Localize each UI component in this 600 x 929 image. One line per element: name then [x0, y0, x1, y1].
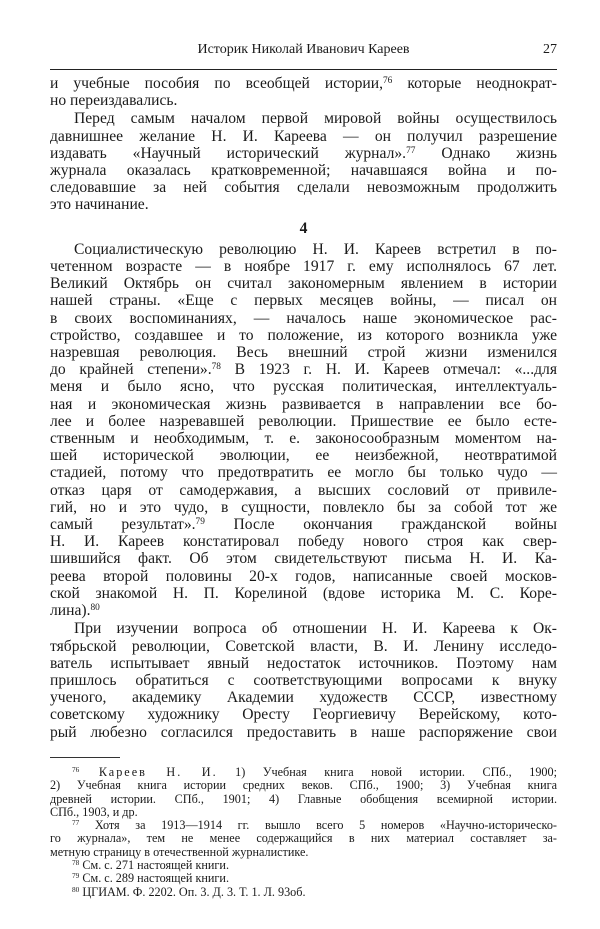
section-number: 4 — [299, 219, 308, 237]
text-line — [50, 430, 557, 447]
text-segment: но переиздавались. — [50, 92, 178, 110]
text-line — [50, 413, 557, 430]
text-line — [50, 655, 557, 672]
text-line — [50, 886, 557, 899]
paragraph — [50, 110, 557, 213]
text-line — [50, 361, 557, 378]
text-line — [50, 499, 557, 516]
text-line — [50, 689, 557, 706]
footnote-ref: 78 — [211, 362, 221, 373]
text-segment: лее и более назревавшей революции. Пришествие ее было есте- — [50, 412, 557, 430]
text-line — [50, 275, 557, 292]
text-segment: следовавшие за ней события сделали невозможным продолжить — [50, 179, 557, 197]
text-line — [50, 819, 557, 832]
text-segment: При изучении вопроса об отношении Н. И. Кареева к Ок- — [74, 620, 557, 638]
text-line — [50, 128, 557, 145]
text-segment: Хотя за 1913—1914 гг. вышло всего 5 номеров «Научно-историческо- — [79, 818, 557, 833]
text-line — [50, 447, 557, 464]
text-segment: отказ царя от самодержавия, а высших сословий от привиле- — [50, 481, 557, 499]
footnote — [50, 872, 557, 885]
footnote — [50, 886, 557, 899]
text-line — [50, 724, 557, 741]
text-segment: Н. И. Кареев констатировал победу нового строя как свер- — [50, 533, 557, 551]
text-segment: четенном возрасте — в ноябре 1917 г. ему исполнялось 67 лет. — [50, 258, 557, 276]
text-line — [50, 766, 557, 779]
footnotes — [50, 766, 557, 899]
text-segment: Однако жизнь — [415, 144, 557, 162]
text-segment: В 1923 г. Н. И. Кареев отмечал: «...для — [220, 361, 557, 379]
text-line — [50, 585, 557, 602]
text-line — [50, 92, 557, 109]
footnote-ref: 77 — [406, 145, 416, 156]
paragraph — [50, 241, 557, 619]
footnote — [50, 766, 557, 819]
paragraph — [50, 75, 557, 109]
text-segment: Социалистическую революцию Н. И. Кареев встретил в по- — [74, 240, 557, 258]
text-line — [50, 145, 557, 162]
text-line — [50, 162, 557, 179]
text-segment: См. с. 271 настоящей книги. — [79, 858, 229, 873]
text-segment: Перед самым началом первой мировой войны осуществилось — [74, 110, 557, 128]
text-segment: ской знакомой Н. П. Корелиной (вдове историка М. С. Коре- — [50, 584, 557, 602]
text-segment: СПб., 1903, и др. — [50, 804, 138, 819]
text-segment: ственным и необходимым, т. е. законосообразным моментом на- — [50, 430, 557, 448]
text-line — [50, 706, 557, 723]
text-segment: гий, но и это чудо, в сущности, повлекло бы за собой тот же — [50, 498, 557, 516]
text-segment: 1) Учебная книга новой истории. СПб., 1900; — [217, 765, 557, 779]
text-segment: тябрьской революции, Советской власти, В. И. Ленину исследо- — [50, 637, 557, 655]
text-line — [50, 779, 557, 792]
text-segment: го журнала», тем не менее содержащийся в них материал составляет за- — [50, 831, 557, 846]
text-line — [50, 292, 557, 309]
text-segment: меня и было ясно, что русская политическая, интеллектуаль- — [50, 378, 557, 396]
footnote-ref: 77 — [72, 818, 80, 828]
text-segment: ватель испытывает явный недостаток источников. Поэтому нам — [50, 654, 557, 672]
text-segment: до крайней степени». — [50, 361, 212, 379]
text-segment: древней истории. СПб., 1901; 4) Главные обобщения всемирной истории. — [50, 791, 557, 806]
text-line — [50, 832, 557, 845]
text-line — [50, 327, 557, 344]
author-name: Кареев Н. И. — [79, 765, 218, 779]
footnote-ref: 80 — [72, 884, 80, 894]
body-text — [50, 75, 557, 742]
text-line — [50, 568, 557, 585]
text-line — [50, 482, 557, 499]
text-line — [50, 620, 557, 637]
text-line — [50, 638, 557, 655]
footnote — [50, 819, 557, 859]
text-segment: метную страницу в отечественной журналистике. — [50, 844, 309, 859]
footnote-ref: 78 — [72, 858, 80, 868]
text-line — [50, 344, 557, 361]
text-segment: реева второй половины 20-х годов, написанные своей москов- — [50, 567, 557, 585]
text-line — [50, 464, 557, 481]
text-line — [50, 516, 557, 533]
text-segment: ная и экономическая жизнь развивается в направлении все бо- — [50, 395, 557, 413]
text-line — [50, 110, 557, 127]
text-segment: издавать «Научный исторический журнал». — [50, 144, 407, 162]
page-number: 27 — [543, 42, 557, 57]
text-segment: шей исторической эволюции, ее неизбежной, неотвратимой — [50, 447, 557, 465]
text-line — [50, 533, 557, 550]
text-segment: в своих воспоминаниях, — началось наше экономическое рас- — [50, 309, 557, 327]
text-segment: шившийся факт. Об этом свидетельствуют письма Н. И. Ка- — [50, 550, 557, 568]
text-segment: нашей страны. «Еще с первых месяцев войны, — писал он — [50, 292, 557, 310]
text-segment: советскому художнику Оресту Георгиевичу Верейскому, кото- — [50, 706, 557, 724]
running-title: Историк Николай Иванович Кареев — [197, 42, 410, 57]
text-segment: и учебные пособия по всеобщей истории, — [50, 75, 383, 92]
text-line — [50, 793, 557, 806]
text-segment: самый результат». — [50, 516, 196, 534]
text-segment: стадией, потому что предотвратить ее могло бы только чудо — — [50, 464, 557, 482]
footnote-ref: 80 — [90, 602, 100, 613]
text-segment: Великий Октябрь он считал закономерным явлением в истории — [50, 275, 557, 293]
text-line — [50, 602, 557, 619]
text-segment: стройство, создавшее и то положение, из которого возникла уже — [50, 326, 557, 344]
text-line — [50, 196, 557, 213]
footnote-ref: 79 — [195, 516, 205, 527]
footnote-rule — [50, 757, 120, 758]
text-segment: рый любезно согласился предоставить в наше распоряжение свои — [50, 723, 557, 741]
text-segment: которые неоднократ- — [392, 75, 557, 92]
text-line — [50, 179, 557, 196]
text-line — [50, 672, 557, 689]
text-segment: пришлось обратиться с соответствующими вопросами к внуку — [50, 671, 557, 689]
footnote-ref: 79 — [72, 871, 80, 881]
running-header — [50, 42, 557, 62]
text-line — [50, 872, 557, 885]
header-rule — [50, 69, 557, 70]
footnote-ref: 76 — [72, 764, 80, 774]
text-segment: ученого, академику Академии художеств СССР, известному — [50, 689, 557, 707]
text-segment: лина). — [50, 602, 91, 620]
text-segment: давнишнее желание Н. И. Кареева — он получил разрешение — [50, 127, 557, 145]
text-line — [50, 396, 557, 413]
text-line — [50, 241, 557, 258]
text-segment: 2) Учебная книга истории средних веков. СПб., 1900; 3) Учебная книга — [50, 778, 557, 793]
text-line — [50, 550, 557, 567]
text-line — [50, 75, 557, 92]
text-segment: ЦГИАМ. Ф. 2202. Оп. 3. Д. 3. Т. 1. Л. 93об. — [79, 884, 306, 899]
text-line — [50, 258, 557, 275]
footnote-ref: 76 — [382, 75, 393, 86]
paragraph — [50, 620, 557, 740]
text-segment: назревшая революция. Весь внешний строй жизни изменился — [50, 344, 557, 362]
text-line — [50, 310, 557, 327]
text-segment: это начинание. — [50, 196, 149, 214]
text-line — [50, 378, 557, 395]
text-segment: См. с. 289 настоящей книги. — [79, 871, 229, 886]
text-segment: журнала оказалась кратковременной; начавшаяся война и по- — [50, 162, 557, 180]
text-segment: После окончания гражданской войны — [204, 516, 558, 534]
